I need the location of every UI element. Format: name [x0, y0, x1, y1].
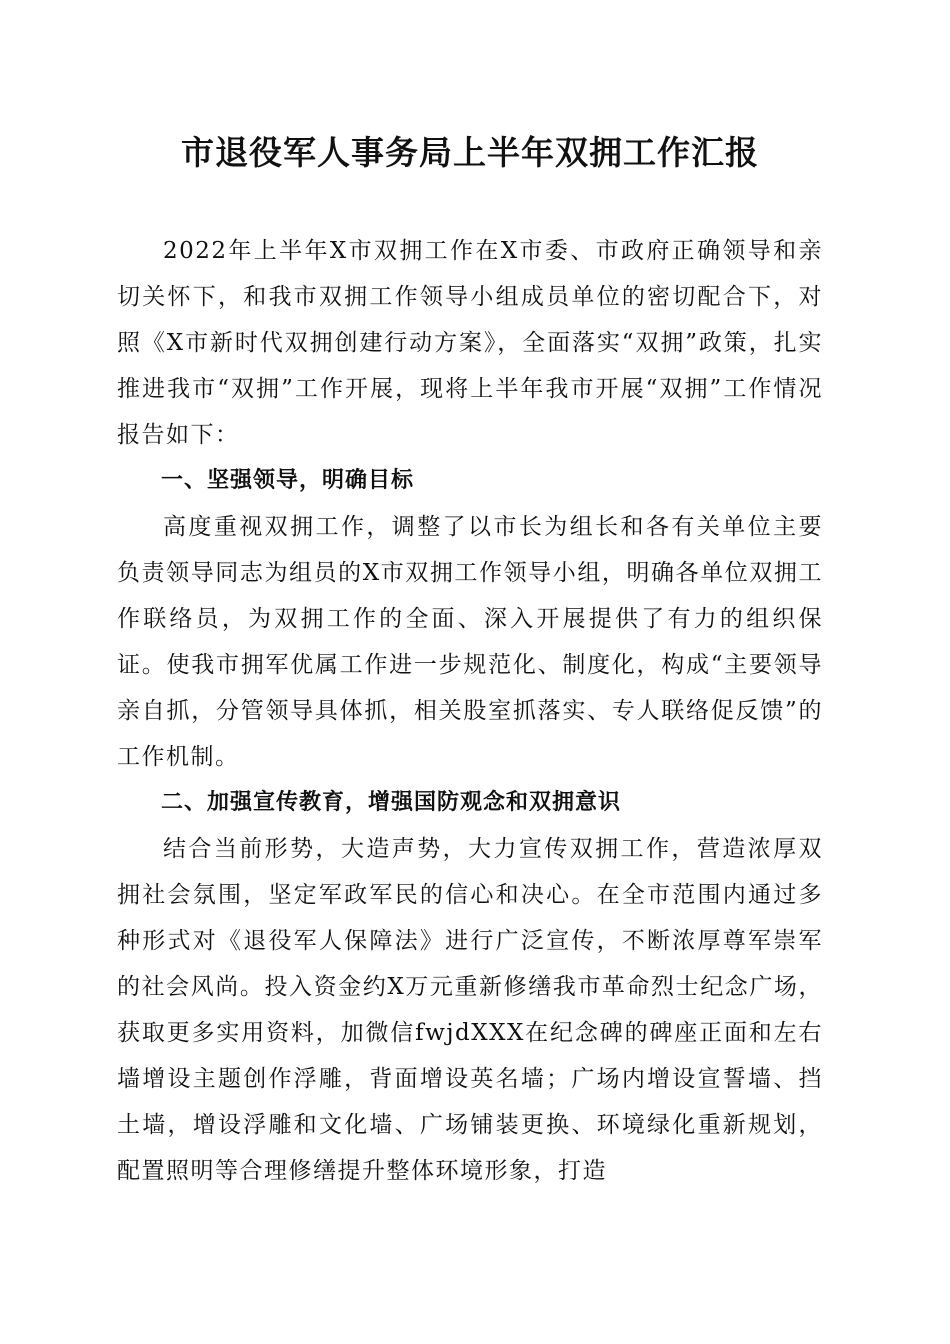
section-heading-2: 二、加强宣传教育，增强国防观念和双拥意识	[161, 790, 622, 815]
document-title: 市退役军人事务局上半年双拥工作汇报	[181, 133, 759, 172]
section-heading-1: 一、坚强领导，明确目标	[161, 468, 415, 493]
document-page	[117, 130, 823, 1194]
section-body-1: 高度重视双拥工作，调整了以市长为组长和各有关单位主要负责领导同志为组员的X市双拥工作领导小组，明确各单位双拥工作联络员，为双拥工作的全面、深入开展提供了有力的组织保证。使我市拥军优属工作进一步规范化、制度化，构成“主要领导亲自抓，分管领导具体抓，相关股室抓落实、专人联络促反馈”的工作机制。	[117, 514, 823, 770]
intro-paragraph: 2022年上半年X市双拥工作在X市委、市政府正确领导和亲切关怀下，和我市双拥工作领导小组成员单位的密切配合下，对照《X市新时代双拥创建行动方案》，全面落实“双拥”政策，扎实推进我市“双拥”工作开展，现将上半年我市开展“双拥”工作情况报告如下：	[117, 238, 823, 448]
section-body-2: 结合当前形势，大造声势，大力宣传双拥工作，营造浓厚双拥社会氛围，坚定军政军民的信心和决心。在全市范围内通过多种形式对《退役军人保障法》进行广泛宣传，不断浓厚尊军崇军的社会风尚。投入资金约X万元重新修缮我市革命烈士纪念广场，获取更多实用资料，加微信fwjdXXX在纪念碑的碑座正面和左右墙增设主题创作浮雕，背面增设英名墙；广场内增设宣誓墙、挡土墙，增设浮雕和文化墙、广场铺装更换、环境绿化重新规划，配置照明等合理修缮提升整体环境形象，打造	[117, 836, 823, 1184]
